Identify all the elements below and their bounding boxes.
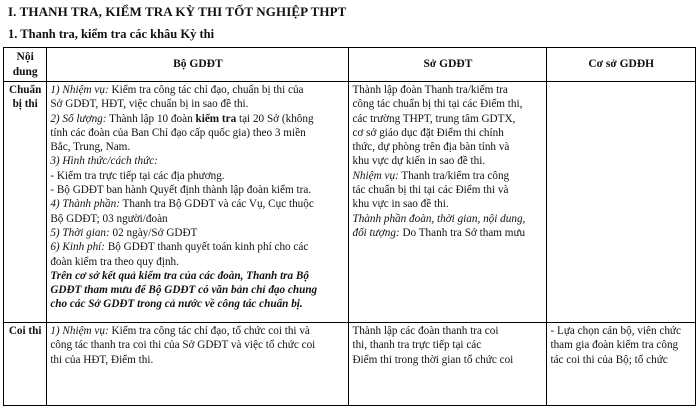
subsection-title: 1. Thanh tra, kiểm tra các khâu Kỳ thi	[8, 27, 215, 41]
doet-sup-line-3: Điểm thi trong thời gian tổ chức coi	[352, 353, 514, 366]
moet-note-line-2: GDĐT tham mưu để Bộ GDĐT có văn bản chỉ đạo chung	[50, 284, 318, 297]
cell-school-supervision	[547, 323, 696, 406]
cell-doet-supervision	[349, 323, 547, 406]
section-title: I. THANH TRA, KIỂM TRA KỲ THI TỐT NGHIỆP THPT	[8, 4, 347, 19]
table-header-row	[4, 48, 696, 82]
moet-form-item-2: - Bộ GDĐT ban hành Quyết định thành lập đoàn kiểm tra.	[50, 184, 312, 197]
moet-sup-task-line	[50, 324, 345, 338]
moet-fund-text: Bộ GDĐT thanh quyết toán kinh phí cho các	[105, 241, 309, 254]
moet-sup-task-line-3: thi của HĐT, Điểm thi.	[50, 353, 154, 366]
doet-line-3: các trường THPT, trung tâm GDTX,	[352, 112, 516, 125]
table-row	[4, 82, 696, 323]
moet-note-line-3: cho các Sở GDĐT trong cả nước về công tác chuẩn bị.	[50, 298, 303, 311]
doet-task-line-3: khu vực in sao đề thi.	[352, 198, 449, 211]
doet-sup-line-2: thi, thanh tra trực tiếp tại các	[352, 339, 482, 352]
header-doet: Sở GDĐT	[349, 48, 547, 82]
school-sup-line-2: tham gia đoàn kiểm tra công	[550, 339, 679, 352]
moet-comp-line-2: Bộ GDĐT; 03 người/đoàn	[50, 212, 168, 225]
school-sup-line-3: tác coi thi của Bộ; tổ chức	[550, 353, 668, 366]
moet-qty-line-2: tính các đoàn của Ban Chỉ đạo cấp quốc gia) theo 3 miền	[50, 126, 306, 139]
header-moet: Bộ GDĐT	[47, 48, 349, 82]
moet-fund-line-2: đoàn kiểm tra theo quy định.	[50, 255, 179, 268]
doet-line-5: thức, dự phòng trên địa bàn tỉnh và	[352, 141, 510, 154]
moet-qty-bold: kiểm tra	[195, 112, 237, 125]
cell-doet-preparation	[349, 82, 547, 323]
moet-comp-label: 4) Thành phần:	[50, 198, 120, 211]
row-label-exam-supervision	[4, 323, 47, 406]
moet-qty-pre: Thành lập 10 đoàn	[106, 112, 196, 125]
moet-qty-post: tại 20 Sở (không	[236, 112, 314, 125]
moet-comp-line	[50, 197, 345, 211]
doet-line-6: khu vực dự kiến in sao đề thi.	[352, 155, 486, 168]
header-school: Cơ sở GDĐH	[547, 48, 696, 82]
doet-task-line	[352, 169, 543, 183]
school-sup-line-1: - Lựa chọn cán bộ, viên chức	[550, 325, 681, 337]
row-label-preparation	[4, 82, 47, 323]
doet-line-1: Thành lập đoàn Thanh tra/kiểm tra	[352, 84, 508, 96]
cell-moet-supervision	[47, 323, 349, 406]
moet-form-item-1: - Kiểm tra trực tiếp tại các địa phương.	[50, 169, 225, 182]
header-content-line-2: dung	[12, 65, 38, 78]
doet-comp-text: Do Thanh tra Sở tham mưu	[399, 226, 526, 239]
row-label-line-1: Coi thi	[8, 325, 42, 337]
doet-line-2: công tác chuẩn bị thi tại các Điểm thi,	[352, 98, 523, 111]
doet-task-label: Nhiệm vụ:	[352, 169, 399, 182]
row-label-line-1: Chuẩn	[8, 84, 42, 96]
header-content-line-1: Nội	[16, 51, 34, 64]
moet-sup-task-text: Kiểm tra công tác chỉ đạo, tổ chức coi thi và	[108, 325, 310, 337]
moet-time-label: 5) Thời gian:	[50, 226, 110, 239]
doet-comp-label-1: Thành phần đoàn, thời gian, nội dung,	[352, 212, 526, 225]
moet-task-text: Kiểm tra công tác chỉ đạo, chuẩn bị thi của	[108, 84, 304, 96]
moet-task-label: 1) Nhiệm vụ:	[50, 84, 109, 96]
moet-time-line	[50, 226, 345, 240]
moet-task-line	[50, 83, 345, 97]
header-content	[4, 48, 47, 82]
moet-comp-text: Thanh tra Bộ GDĐT và các Vụ, Cục thuộc	[119, 198, 314, 211]
moet-time-text: 02 ngày/Sở GDĐT	[109, 226, 198, 239]
row-label-line-2: bị thi	[12, 98, 38, 111]
moet-form-label: 3) Hình thức/cách thức:	[50, 155, 158, 168]
doet-line-4: cơ sở giáo dục đặt Điểm thi chính	[352, 126, 504, 139]
cell-school-preparation	[547, 82, 696, 323]
table-row	[4, 323, 696, 406]
moet-fund-label: 6) Kinh phí:	[50, 241, 106, 254]
inspection-table	[3, 47, 696, 406]
doet-task-line-2: tác chuẩn bị thi tại các Điểm thi và	[352, 184, 509, 197]
moet-note-line-1: Trên cơ sở kết quả kiểm tra của các đoàn, Thanh tra Bộ	[50, 269, 309, 282]
moet-qty-label: 2) Số lượng:	[50, 112, 107, 125]
doet-comp-line	[352, 226, 543, 240]
doet-comp-label-2: đối tượng:	[352, 226, 400, 239]
moet-qty-line	[50, 112, 345, 126]
moet-task-line-2: Sở GDĐT, HĐT, việc chuẩn bị in sao đề thi.	[50, 98, 249, 111]
doet-sup-line-1: Thành lập các đoàn thanh tra coi	[352, 325, 499, 337]
moet-sup-task-label: 1) Nhiệm vụ:	[50, 325, 109, 337]
moet-fund-line	[50, 240, 345, 254]
moet-qty-line-3: Bắc, Trung, Nam.	[50, 141, 131, 154]
doet-task-text: Thanh tra/kiểm tra công	[398, 169, 510, 182]
cell-moet-preparation	[47, 82, 349, 323]
moet-sup-task-line-2: công tác thanh tra coi thi của Sở GDĐT và việc tổ chức coi	[50, 339, 316, 352]
